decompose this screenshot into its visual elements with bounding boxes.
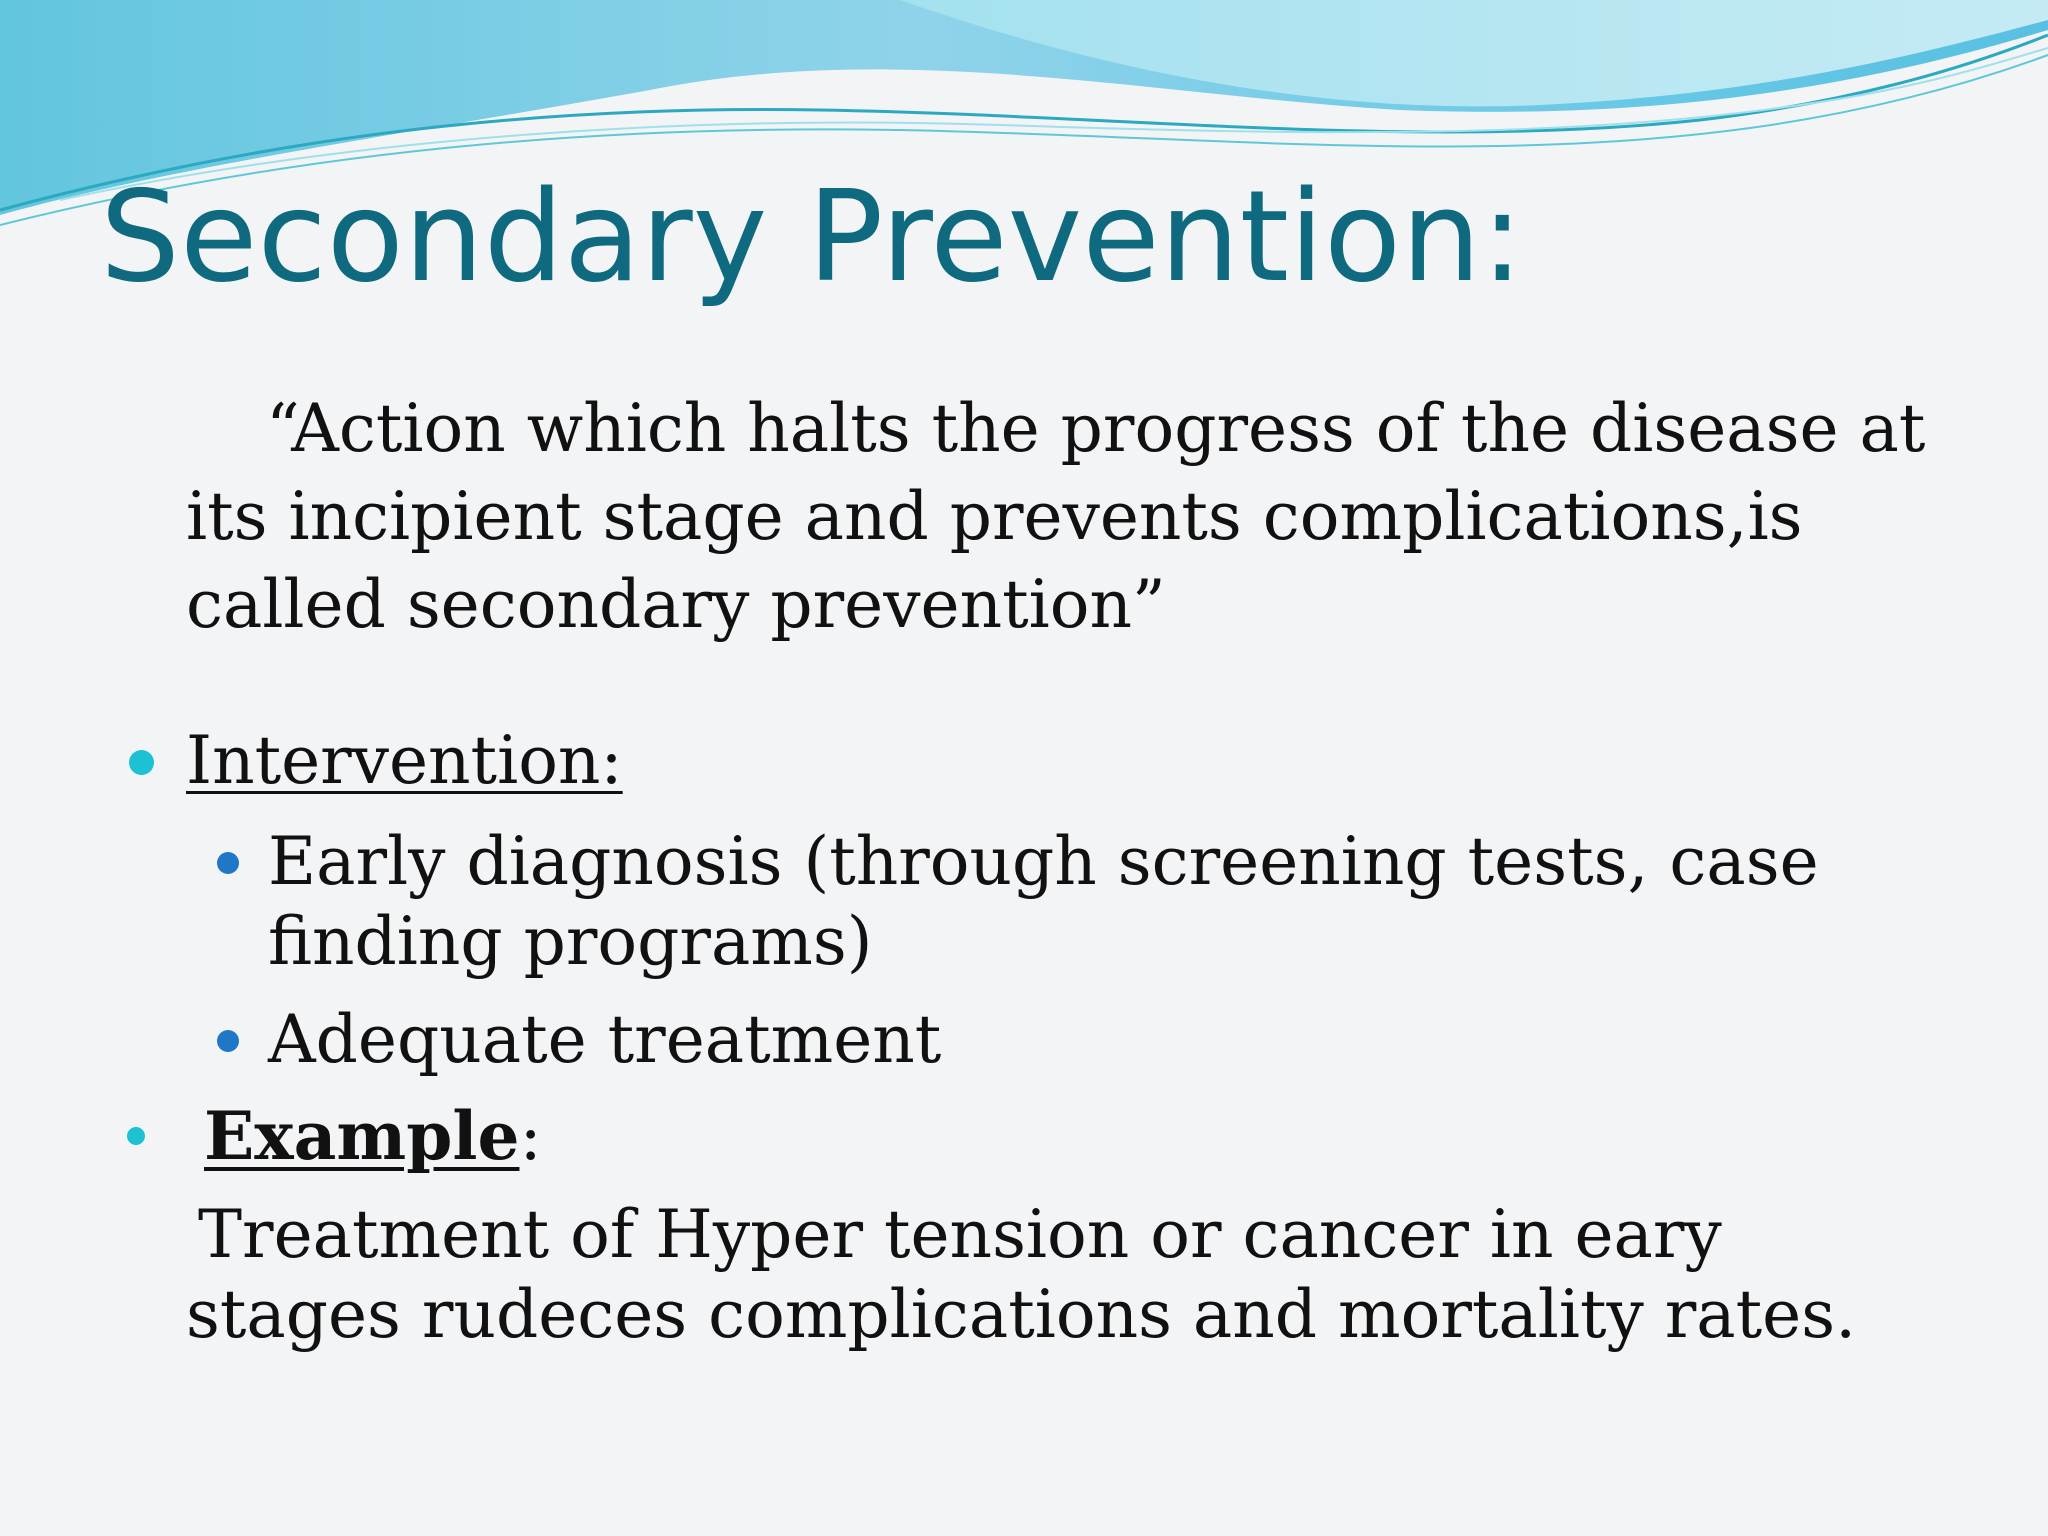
bullet-example [127, 1127, 145, 1145]
bullet-adequate-treatment [217, 1030, 239, 1052]
example-heading: Example [204, 1097, 520, 1175]
example-colon: : [519, 1098, 542, 1175]
intervention-item-adequate-treatment: Adequate treatment [268, 1001, 942, 1078]
example-text: Treatment of Hyper tension or cancer in eary stages rudeces complications and mortality rates. [186, 1196, 1857, 1353]
example-heading-row [204, 1095, 542, 1178]
bullet-intervention [129, 750, 154, 775]
intervention-item-early-diagnosis: Early diagnosis (through screening tests, case finding programs) [268, 823, 1819, 980]
intervention-heading: Intervention: [186, 722, 623, 799]
slide-title: Secondary Prevention: [100, 163, 1524, 310]
definition-quote: “Action which halts the progress of the disease at its incipient stage and prevents complications,is called secondary prevention” [186, 390, 1926, 643]
bullet-early-diagnosis [217, 852, 239, 874]
